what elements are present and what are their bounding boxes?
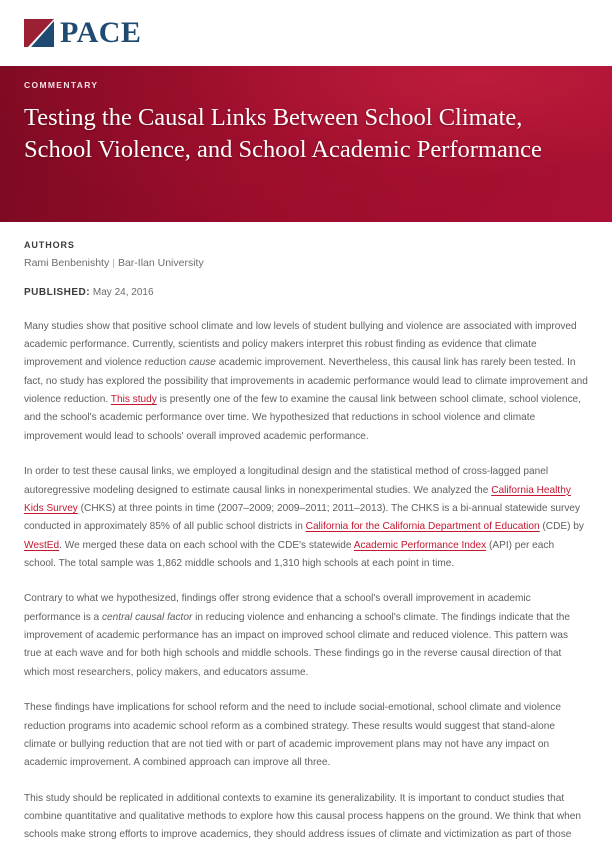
authors-label: AUTHORS: [24, 240, 75, 250]
link-academic-performance-index[interactable]: Academic Performance Index: [353, 539, 487, 551]
p2-text-e: (API) per each school. The total sample was 1,862 middle schools and 1,310 high schools at each point in time.: [24, 539, 555, 569]
paragraph-5: This study should be replicated in additional contexts to examine its generalizability. It is important to conduct studies that combine quantitative and qualitative methods to explore how this causal process happens on the ground. We think that when schools make strong efforts to improve academics, they should address issues of climate and victimization as part of those: [24, 792, 581, 841]
site-header: [0, 0, 612, 66]
article-body: [0, 298, 612, 845]
p2-text-d: . We merged these data on each school with the CDE's statewide: [59, 539, 354, 551]
p2-text-c: (CDE) by: [539, 521, 584, 533]
p1-text-b: academic improvement. Nevertheless, this causal link has rarely been tested. In fact, no study has explored the possibility that improvements in academic performance would lead to climate improvement and violence reduction.: [24, 357, 588, 406]
author-affiliation: Bar-Ilan University: [117, 257, 204, 269]
pace-wordmark: PACE: [60, 16, 142, 49]
paragraph-4: These findings have implications for school reform and the need to include social-emotional, school climate and violence reduction programs into academic school reform as a combined strategy. These results would suggest that stand-alone climate or bullying reduction that are not tied with or part of academic improvement plans may not have any impact on academic improvement. A combined approach can improve all three.: [24, 702, 561, 769]
link-wested[interactable]: WestEd: [24, 539, 60, 551]
link-california-department-of-education[interactable]: California for the California Department of Education: [305, 521, 540, 533]
pace-logo[interactable]: [24, 18, 141, 48]
p3-text-a: Contrary to what we hypothesized, findings offer strong evidence that a school's overall improvement in academic performance is a: [24, 593, 531, 623]
p1-text-c: is presently one of the few to examine the causal link between school climate, school violence, and the school's academic performance over time. We hypothesized that reductions in school violence and climate improvement would lead to schools' overall improved academic performance.: [24, 394, 581, 442]
published-line: [24, 287, 588, 298]
hero-banner: [0, 66, 612, 222]
link-this-study[interactable]: This study: [110, 394, 157, 406]
author-line: [24, 256, 588, 271]
paragraph-1: [24, 318, 588, 447]
link-california-healthy-kids-survey[interactable]: California Healthy Kids Survey: [24, 484, 571, 514]
p1-text-a: Many studies show that positive school climate and low levels of student bullying and violence are associated with improved academic performance. Currently, scientists and policy makers interpret this robust finding as evidence that climate improvement and violence reduction: [24, 320, 577, 369]
published-label: PUBLISHED:: [24, 286, 91, 298]
p2-text-b: (CHKS) at three points in time (2007–2009; 2009–2011; 2011–2013). The CHKS is a bi-annual statewide survey conducted in approximately 85% of all public school districts in: [24, 502, 581, 533]
author-separator: |: [112, 257, 115, 269]
paragraph-3: [24, 590, 588, 682]
p3-emphasis-central-causal-factor: central causal factor: [101, 611, 193, 623]
published-date: May 24, 2016: [92, 286, 154, 298]
p2-text-a: In order to test these causal links, we employed a longitudinal design and the statistical method of cross-lagged panel autoregressive modeling designed to estimate causal links in nonexperimental studies. We analyzed the: [24, 466, 549, 496]
p3-text-b: in reducing violence and enhancing a school's climate. The findings indicate that the improvement of academic performance has an impact on improved school climate and reduced violence. This pattern was true at each wave and for both high schools and middle schools. These findings go in the reverse causal direction of that which most researchers, policy makers, and educators assume.: [24, 611, 571, 678]
pace-diagonal-mark-icon: [24, 19, 54, 47]
p1-emphasis-cause: cause: [188, 357, 216, 369]
article-meta: [0, 222, 612, 298]
author-name: Rami Benbenishty: [24, 257, 110, 269]
page-title: Testing the Causal Links Between School Climate, School Violence, and School Academic Performance: [24, 104, 542, 164]
content-type-eyebrow: COMMENTARY: [24, 80, 99, 90]
paragraph-2: [24, 463, 588, 573]
